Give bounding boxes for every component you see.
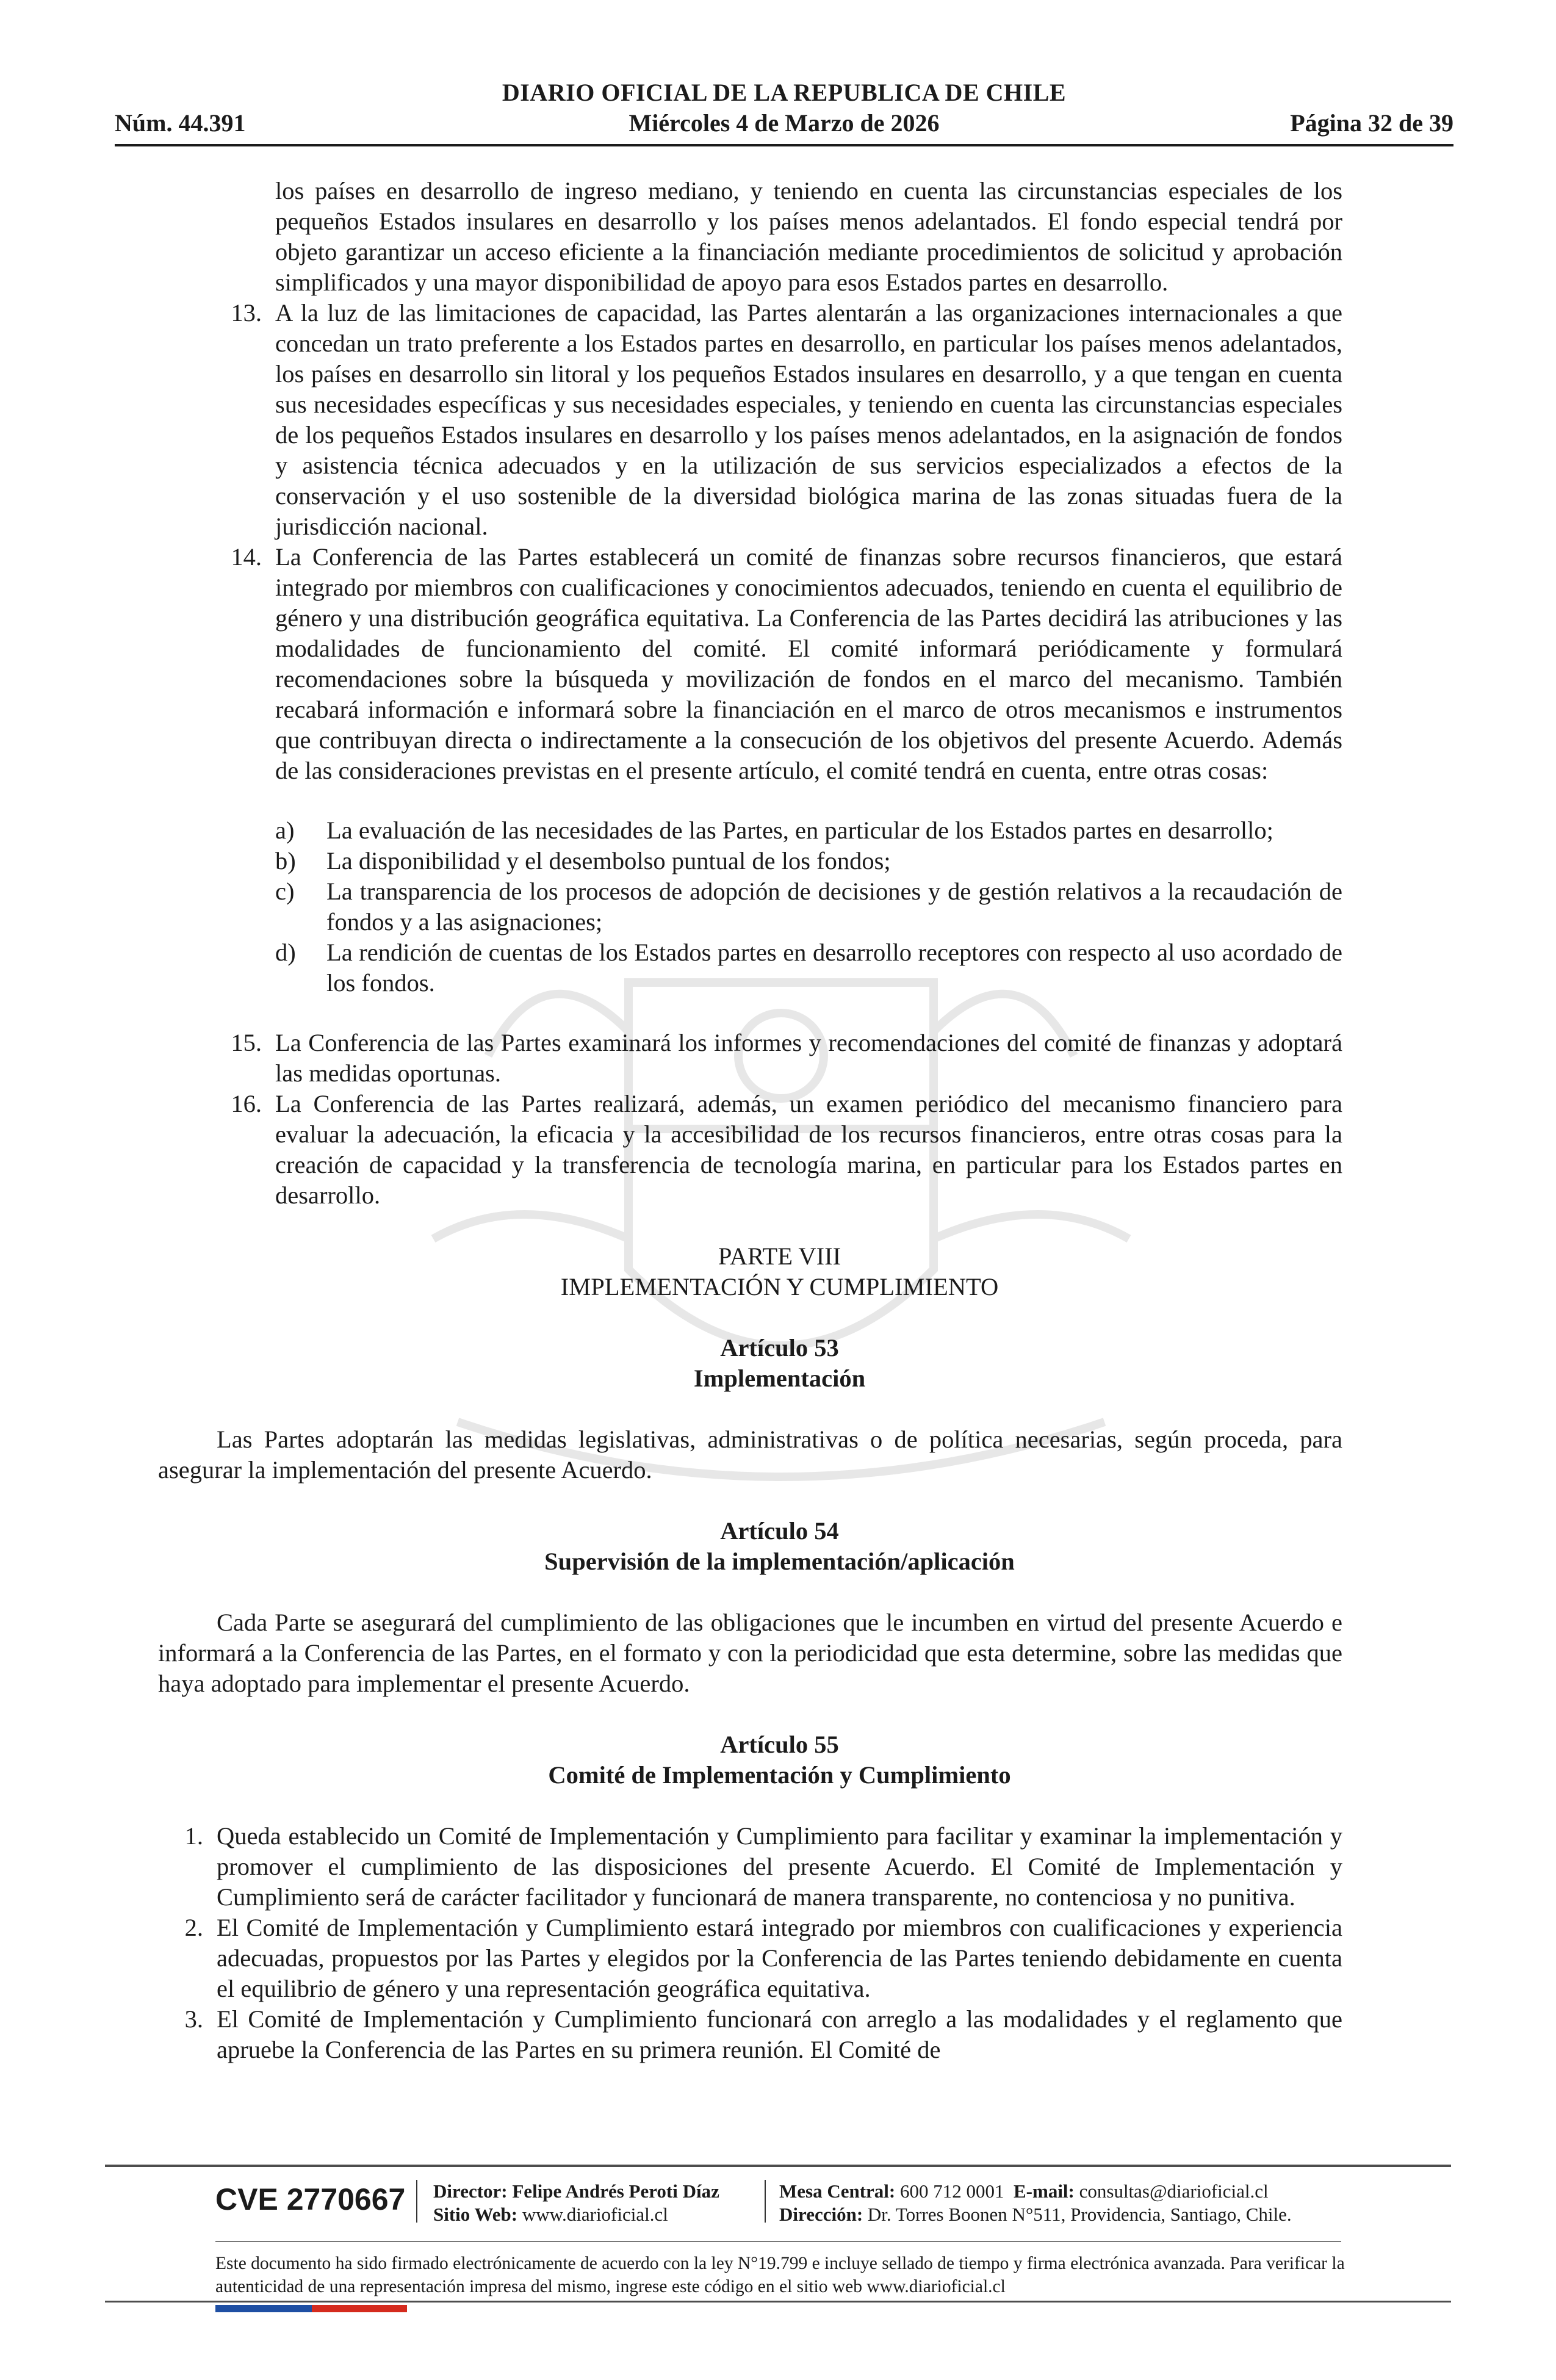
- footer-separator: [416, 2180, 417, 2223]
- item-text: La Conferencia de las Partes realizará, además, un examen periódico del mecanismo financiero para evaluar la adecuación, la eficacia y la accesibilidad de los recursos financieros, entre otras cosas para la creación de capacidad y la transferencia de tecnología marina, en particular para los Estados partes en desarrollo.: [275, 1090, 1342, 1209]
- item-number: 1.: [184, 1822, 203, 1850]
- flag-stripe-blue: [215, 2305, 312, 2312]
- sub-item: [217, 846, 1342, 876]
- item-number: 16.: [231, 1090, 262, 1117]
- sub-item-letter: a): [275, 817, 295, 844]
- article-54-text: Cada Parte se asegurará del cumplimiento de las obligaciones que le incumben en virtud del presente Acuerdo e informará a la Conferencia de las Partes, en el formato y con la periodicidad que esta determine, sobre las medidas que haya adoptado para implementar el presente Acuerdo.: [158, 1609, 1342, 1697]
- item-text: La Conferencia de las Partes establecerá un comité de finanzas sobre recursos financieros, que estará integrado por miembros con cualificaciones y conocimientos adecuados, teniendo en cuenta el equilibrio de género y una distribución geográfica equitativa. La Conferencia de las Partes decidirá las atribuciones y las modalidades de funcionamiento del comité. El comité informará periódicamente y formulará recomendaciones sobre la búsqueda y movilización de fondos en el marco del mecanismo. También recabará información e informará sobre la financiación en el marco de otros mecanismos e instrumentos que contribuyan directa o indirectamente a la consecución de los objetivos del presente Acuerdo. Además de las consideraciones previstas en el presente artículo, el comité tendrá en cuenta, entre otras cosas:: [275, 543, 1342, 784]
- sub-item-letter: d): [275, 939, 296, 966]
- part-label: PARTE VIII: [718, 1242, 841, 1270]
- article-53-label: Artículo 53: [720, 1334, 839, 1361]
- flag-stripe-red: [312, 2305, 407, 2312]
- footer-thin-divider: [215, 2241, 1341, 2242]
- list-item: [158, 1821, 1342, 1913]
- sub-item-letter: b): [275, 847, 296, 874]
- legal-notice: Este documento ha sido firmado electrónicamente de acuerdo con la ley N°19.799 e incluye sellado de tiempo y firma electrónica avanzada. Para verificar la autenticidad de una representación impresa del mismo, ingrese este código en el sitio web www.diarioficial.cl: [215, 2254, 1345, 2296]
- intro-paragraph: los países en desarrollo de ingreso mediano, y teniendo en cuenta las circunstancias especiales de los pequeños Estados insulares en desarrollo y los países menos adelantados. El fondo especial tendrá por objeto garantizar un acceso eficiente a la financiación mediante procedimientos de solicitud y aprobación simplificados y una mayor disponibilidad de apoyo para esos Estados partes en desarrollo.: [275, 177, 1342, 296]
- list-item: [158, 2004, 1342, 2065]
- document-body: [158, 176, 1342, 2065]
- footer-divider: [105, 2165, 1451, 2167]
- item-text: Queda establecido un Comité de Implementación y Cumplimiento para facilitar y examinar la implementación y promover el cumplimiento de las disposiciones del presente Acuerdo. El Comité de Implementación y Cumplimiento será de carácter facilitador y funcionará de manera transparente, no contenciosa y no punitiva.: [217, 1822, 1342, 1911]
- list-item: [217, 1028, 1342, 1089]
- footer-contact-block: Mesa Central: 600 712 0001 E-mail: consultas@diarioficial.cl Dirección: Dr. Torres Boonen N°511, Providencia, Santiago, Chile.: [779, 2180, 1292, 2225]
- list-item: [158, 1913, 1342, 2004]
- sub-item-text: La evaluación de las necesidades de las Partes, en particular de los Estados partes en desarrollo;: [326, 817, 1273, 844]
- page-header: [115, 72, 1453, 146]
- item-number: 3.: [184, 2005, 203, 2033]
- footer-bottom-divider: [105, 2301, 1451, 2302]
- item-number: 13.: [231, 299, 262, 326]
- email-link[interactable]: consultas@diarioficial.cl: [1079, 2180, 1269, 2202]
- director-name: Felipe Andrés Peroti Díaz: [512, 2180, 719, 2202]
- item-text: A la luz de las limitaciones de capacidad, las Partes alentarán a las organizaciones internacionales a que concedan un trato preferente a los Estados partes en desarrollo, en particular los países menos adelantados, los países en desarrollo sin litoral y los pequeños Estados insulares en desarrollo, y a que tengan en cuenta sus necesidades específicas y sus necesidades especiales, y teniendo en cuenta las circunstancias especiales de los pequeños Estados insulares en desarrollo y los países menos adelantados, en la asignación de fondos y asistencia técnica adecuados y en la utilización de sus servicios especializados a efectos de la conservación y el uso sostenible de la diversidad biológica marina de las zonas situadas fuera de la jurisdicción nacional.: [275, 299, 1342, 540]
- article-53-title: Implementación: [693, 1365, 866, 1392]
- sub-item: [217, 937, 1342, 998]
- sub-item: [217, 876, 1342, 937]
- item-text: El Comité de Implementación y Cumplimiento estará integrado por miembros con cualificaciones y experiencia adecuadas, propuestos por las Partes y elegidos por la Conferencia de las Partes teniendo debidamente en cuenta el equilibrio de género y una representación geográfica equitativa.: [217, 1914, 1342, 2002]
- sub-item-text: La transparencia de los procesos de adopción de decisiones y de gestión relativos a la recaudación de fondos y a las asignaciones;: [326, 878, 1342, 936]
- sub-item-text: La rendición de cuentas de los Estados partes en desarrollo receptores con respecto al uso acordado de los fondos.: [326, 939, 1342, 997]
- issue-number: Núm. 44.391: [115, 109, 246, 137]
- page-number: Página 32 de 39: [1290, 109, 1453, 137]
- footer-separator: [765, 2180, 766, 2223]
- website-link[interactable]: www.diarioficial.cl: [522, 2204, 668, 2225]
- article-55-title: Comité de Implementación y Cumplimiento: [548, 1761, 1011, 1789]
- footer-director-block: Director: Felipe Andrés Peroti Díaz Sitio Web: www.diarioficial.cl: [433, 2180, 719, 2225]
- list-item: [217, 298, 1342, 542]
- phone-number: 600 712 0001: [900, 2180, 1004, 2202]
- item-number: 2.: [184, 1914, 203, 1941]
- list-item: [217, 542, 1342, 786]
- article-54-title: Supervisión de la implementación/aplicación: [544, 1548, 1015, 1575]
- publication-date: Miércoles 4 de Marzo de 2026: [629, 109, 940, 137]
- item-text: El Comité de Implementación y Cumplimiento funcionará con arreglo a las modalidades y el reglamento que apruebe la Conferencia de las Partes en su primera reunión. El Comité de: [217, 2005, 1342, 2063]
- item-text: La Conferencia de las Partes examinará los informes y recomendaciones del comité de finanzas y adoptará las medidas oportunas.: [275, 1029, 1342, 1087]
- article-53-text: Las Partes adoptarán las medidas legislativas, administrativas o de política necesarias, según proceda, para asegurar la implementación del presente Acuerdo.: [158, 1426, 1342, 1484]
- cve-code: CVE 2770667: [215, 2182, 406, 2216]
- article-55-label: Artículo 55: [720, 1731, 839, 1758]
- list-item: [217, 1089, 1342, 1211]
- article-54-label: Artículo 54: [720, 1517, 839, 1545]
- sub-item: [217, 815, 1342, 846]
- sub-item-letter: c): [275, 878, 295, 905]
- item-number: 14.: [231, 543, 262, 571]
- part-title: IMPLEMENTACIÓN Y CUMPLIMIENTO: [560, 1273, 999, 1300]
- sub-item-text: La disponibilidad y el desembolso puntual de los fondos;: [326, 847, 891, 874]
- item-number: 15.: [231, 1029, 262, 1056]
- address: Dr. Torres Boonen N°511, Providencia, Santiago, Chile.: [867, 2204, 1292, 2225]
- publication-title: DIARIO OFICIAL DE LA REPUBLICA DE CHILE: [502, 79, 1067, 106]
